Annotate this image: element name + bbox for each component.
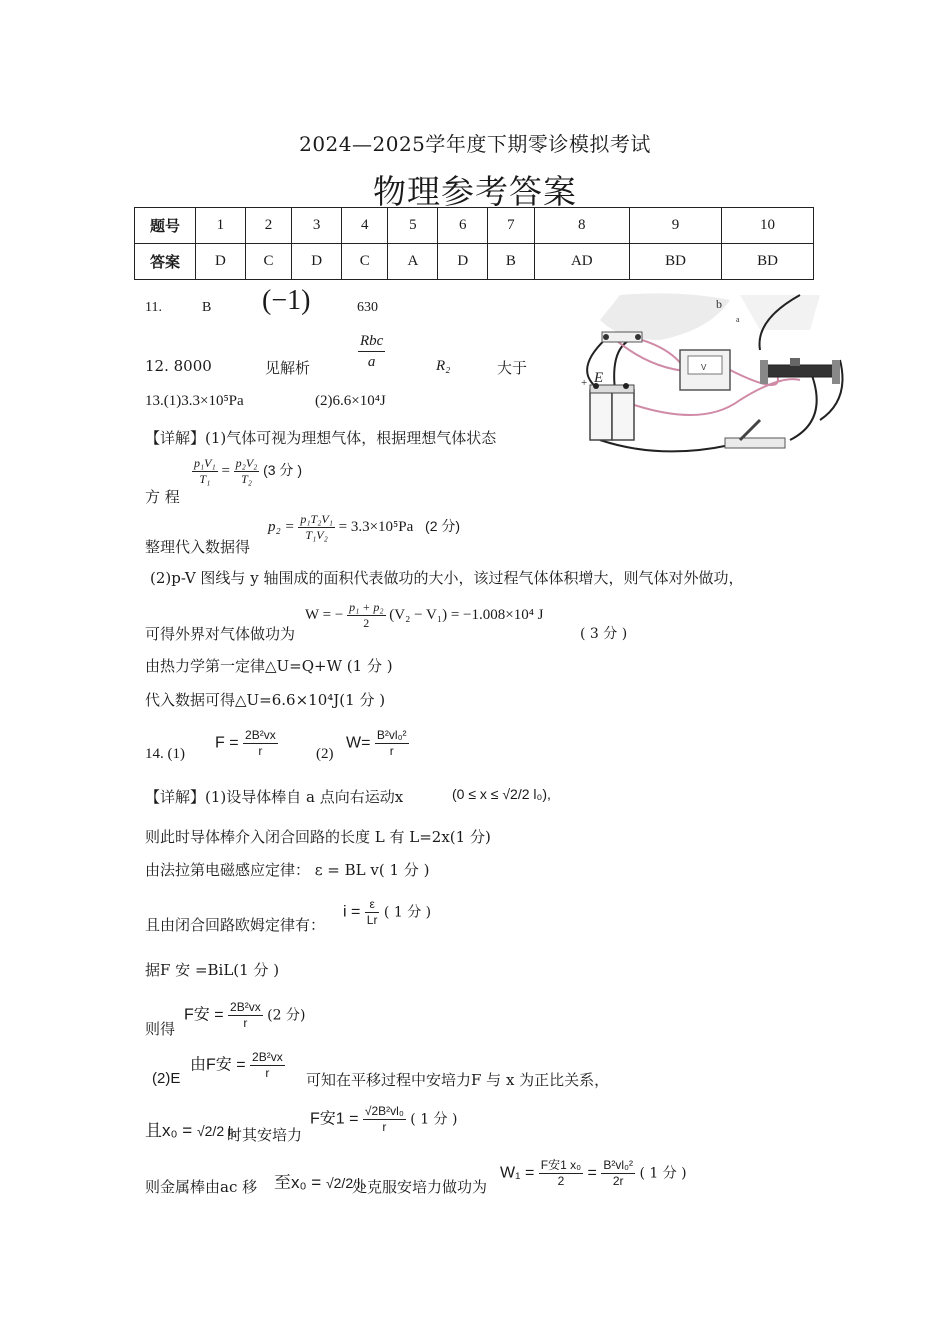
W1-lhs: W₁ = — [500, 1164, 535, 1182]
fraction-denominator: T₂ — [241, 472, 252, 486]
table-cell: 2 — [245, 208, 291, 244]
svg-text:+: + — [581, 377, 588, 389]
W-lhs: W= — [346, 734, 371, 752]
fraction-denominator: 2 — [363, 616, 370, 630]
table-row-numbers — [135, 208, 814, 244]
eq3-rhs: (V₂ − V₁) = −1.008×10⁴ J — [389, 606, 544, 623]
fraction-numerator: p₁T₂V₁ — [300, 512, 333, 526]
fraction-numerator: p₁V₁ — [194, 456, 216, 470]
Fan-lhs: F安 = — [184, 1006, 224, 1024]
fraction-denominator: Lr — [366, 913, 378, 927]
answer-table — [134, 207, 814, 280]
fraction-denominator: 2r — [612, 1174, 624, 1188]
q14-faraday: 由法拉第电磁感应定律： ε = BL v( 1 分 ) — [145, 861, 430, 879]
q14-length: 则此时导体棒介入闭合回路的长度 L 有 L=2x(1 分) — [145, 828, 491, 846]
table-cell: 3 — [292, 208, 342, 244]
q14-part2-label: (2) — [316, 746, 334, 762]
row-label-answers: 答案 — [135, 244, 196, 280]
fraction-denominator: r — [389, 744, 394, 758]
circuit-diagram — [560, 290, 850, 460]
q14-last-d: 处克服安培力做功为 — [352, 1178, 488, 1196]
exam-title: 2024—2025学年度下期零诊模拟考试 — [299, 132, 651, 156]
fraction-numerator: B²vl₀² — [376, 728, 407, 742]
q13-answer-2: (2)6.6×10⁴J — [315, 393, 386, 409]
q13-eq1-score: (3 分 ) — [263, 461, 302, 478]
ohm-lhs: i = — [343, 903, 361, 921]
table-cell: 7 — [488, 208, 534, 244]
fraction-denominator: 2 — [557, 1174, 565, 1188]
F1-lhs: F安1 = — [310, 1110, 359, 1128]
table-cell: C — [342, 244, 388, 280]
Fan-score: (2 分) — [267, 1007, 306, 1024]
fraction-denominator: r — [382, 1120, 387, 1134]
W1-score: ( 1 分 ) — [639, 1165, 687, 1182]
fraction-denominator: a — [367, 354, 376, 370]
q13-eq1: $\frac{\text{p₁V₁}}{\text{T₁}}$ = $\frac{\text{p₂V₂}}{\text{T₂}}$ (3 分 ) — [194, 456, 302, 486]
x0-value: √2/2 l₀ — [196, 1123, 237, 1139]
table-cell: 10 — [721, 208, 813, 244]
q14-number: 14. (1) — [145, 746, 185, 762]
x0-prefix: 且x₀ = — [145, 1121, 193, 1140]
q11-number: 11. — [145, 300, 162, 315]
q13-eq3-score: ( 3 分 ) — [580, 626, 628, 642]
fraction-numerator: 2B²vx — [252, 1050, 283, 1064]
eq2-lhs: p₂ = — [268, 518, 295, 535]
label-E: E — [594, 370, 604, 386]
fraction-denominator: T₁V₂ — [305, 528, 328, 542]
table-cell: 9 — [630, 208, 722, 244]
table-cell: 6 — [438, 208, 488, 244]
q14-F-answer — [215, 728, 278, 759]
q14-W1-eq: W₁ = $\frac{\text{F安1 x₀}}{2}$ = $\frac{\text{B²vl₀²}}{2r}$ ( 1 分 ) — [500, 1158, 687, 1188]
q12-answer-r2: R₂ — [436, 358, 451, 374]
fraction-numerator: p₁ + p₂ — [349, 600, 384, 614]
fraction-numerator: Rbc — [358, 331, 385, 352]
fraction-numerator: B²vl₀² — [603, 1158, 633, 1172]
table-cell: BD — [630, 244, 722, 280]
doc-title: 物理参考答案 — [373, 172, 577, 211]
F1-score: ( 1 分 ) — [410, 1111, 458, 1128]
q13-eq2-score: (2 分) — [425, 517, 461, 534]
row-label-numbers: 题号 — [135, 208, 196, 244]
q13-answer-1: 13.(1)3.3×10⁵Pa — [145, 393, 244, 409]
q14-detail: 【详解】(1)设导体棒自 a 点向右运动x — [145, 788, 404, 806]
q13-result: 代入数据可得△U=6.6×10⁴J(1 分 ) — [145, 691, 386, 709]
q13-substitute: 整理代入数据得 — [145, 538, 251, 556]
fraction-numerator: F安1 x₀ — [540, 1158, 582, 1172]
q14-x0-text: 时其安培力 — [227, 1126, 303, 1144]
fraction-denominator: r — [258, 744, 263, 758]
circuit-figure — [560, 290, 850, 460]
table-cell: 1 — [196, 208, 246, 244]
table-row-answers — [135, 244, 814, 280]
last-c: √2/2 l₀ — [325, 1175, 366, 1191]
table-cell: 4 — [342, 208, 388, 244]
label-a: a — [736, 315, 740, 324]
fraction-denominator: T₁ — [199, 472, 211, 486]
q14-F1-eq — [310, 1104, 457, 1135]
q14-part2-intro: (2)E — [152, 1070, 181, 1087]
fraction-numerator: √2B²vl₀ — [364, 1104, 404, 1118]
label-meter: V — [701, 363, 707, 372]
q14-Fan-eq — [184, 1000, 305, 1031]
q13-part2: (2)p-V 图线与 y 轴围成的面积代表做功的大小，该过程气体体积增大，则气体对外做功， — [150, 569, 744, 587]
q12-answer-a: 12. 8000 — [145, 357, 212, 375]
F-lhs: F = — [215, 734, 239, 752]
table-cell: D — [292, 244, 342, 280]
q14-range: (0 ≤ x ≤ √2/2 l₀), — [452, 786, 551, 802]
table-cell: B — [488, 244, 534, 280]
q14-part2-eq — [190, 1050, 285, 1081]
q12-answer-d: 大于 — [497, 359, 528, 377]
table-cell: A — [388, 244, 438, 280]
table-cell: BD — [721, 244, 813, 280]
q13-detail: 【详解】(1)气体可视为理想气体，根据理想气体状态 — [145, 429, 497, 447]
fraction-denominator: r — [243, 1016, 248, 1030]
table-cell: D — [438, 244, 488, 280]
q11-answer-a: B — [202, 300, 212, 315]
q13-first-law: 由热力学第一定律△U=Q+W (1 分 ) — [145, 657, 393, 675]
label-b: b — [716, 297, 722, 311]
q13-work-intro: 可得外界对气体做功为 — [145, 625, 296, 643]
q12-fraction — [358, 331, 385, 372]
q14-x0 — [145, 1116, 237, 1141]
table-cell: 8 — [534, 208, 629, 244]
q11-answer-b: (−1) — [262, 285, 311, 316]
eq2-rhs: = 3.3×10⁵Pa — [338, 518, 414, 535]
ohm-score: ( 1 分 ) — [383, 904, 432, 921]
table-cell: 5 — [388, 208, 438, 244]
fraction-numerator: 2B²vx — [230, 1000, 261, 1014]
q14-then: 则得 — [145, 1020, 176, 1038]
eq3-lhs: W = − — [305, 606, 344, 623]
table-cell: C — [245, 244, 291, 280]
q13-eq2 — [268, 512, 460, 543]
q14-ohm-eq — [343, 897, 431, 928]
table-cell: D — [196, 244, 246, 280]
q13-eq3 — [305, 600, 544, 631]
q14-part2-text: 可知在平移过程中安培力F 与 x 为正比关系， — [306, 1071, 610, 1089]
q14-last-a: 则金属棒由ac 移 — [145, 1178, 258, 1196]
fraction-numerator: p₂V₂ — [235, 456, 258, 470]
last-b: 至x₀ = — [274, 1173, 322, 1192]
fraction-numerator: 2B²vx — [245, 728, 276, 742]
q14-force: 据F 安 =BiL(1 分 ) — [145, 961, 280, 979]
fraction-numerator: ε — [365, 897, 380, 913]
q13-fangcheng: 方 程 — [145, 488, 180, 506]
q14-W-answer — [346, 728, 409, 759]
q12-answer-b: 见解析 — [265, 359, 311, 377]
table-cell: AD — [534, 244, 629, 280]
q11-answer-c: 630 — [357, 300, 378, 315]
p2-mid: 由F安 = — [190, 1056, 246, 1074]
fraction-denominator: r — [265, 1066, 270, 1080]
q14-ohm-intro: 且由闭合回路欧姆定律有： — [145, 916, 326, 934]
